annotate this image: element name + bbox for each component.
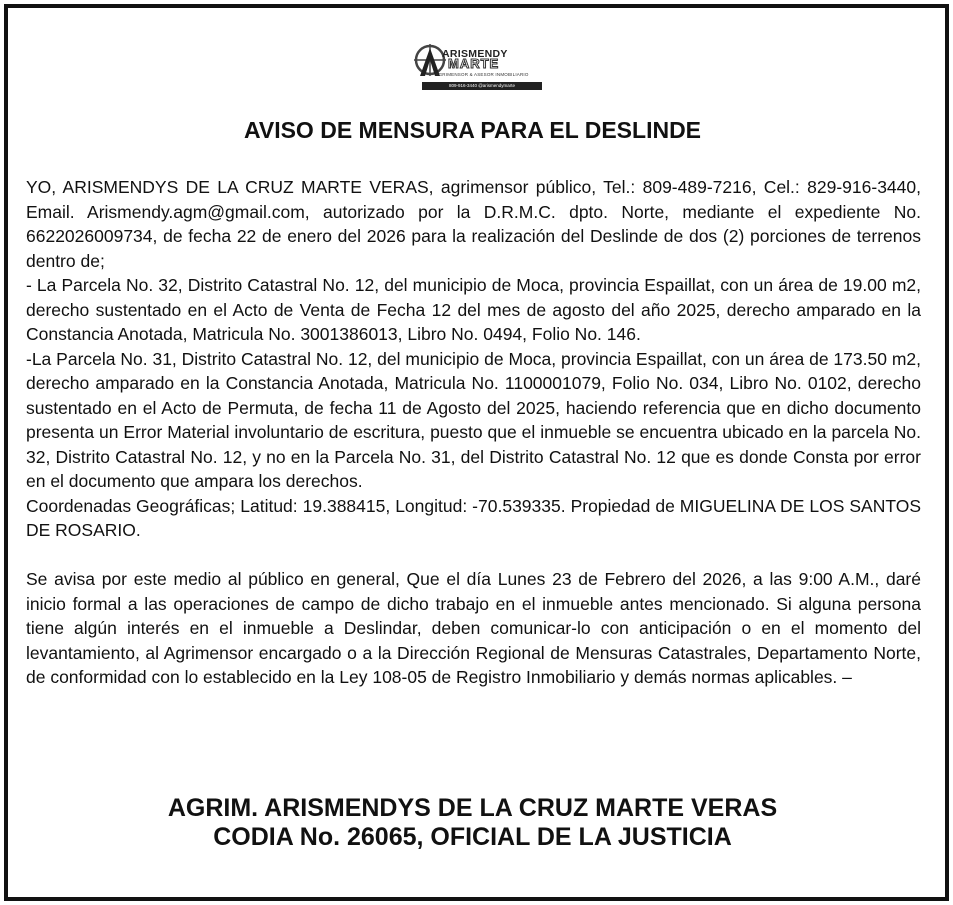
coordinates-paragraph: Coordenadas Geográficas; Latitud: 19.388415, Longitud: -70.539335. Propiedad de MIGUELINA DE LOS SANTOS DE ROSARIO. <box>26 495 921 540</box>
signature-name: AGRIM. ARISMENDYS DE LA CRUZ MARTE VERAS <box>167 794 778 822</box>
parcel-31-paragraph: -La Parcela No. 31, Distrito Catastral No. 12, del municipio de Moca, provincia Espaillat, con un área de 173.50 m2, derecho amparado en la Constancia Anotada, Matricula No. 1100001079, Folio No. 034, Libro No. 0102, derecho sustentado en el Acto de Permuta, de fecha 11 de Agosto del 2025, haciendo referencia que en dicho documento presenta un Error Material involuntario de escritura, puesto que el inmueble se encuentra ubicado en la parcela No. 32, Distrito Catastral No. 12, y no en la Parcela No. 31, del Distrito Catastral No. 12 que es donde Consta por error en el documento que ampara los derechos. <box>26 348 921 491</box>
logo-brand-top: ARISMENDY <box>442 48 508 60</box>
logo-brand-bottom: MARTE <box>448 56 500 71</box>
signature-block <box>0 794 945 852</box>
parcel-32-paragraph: - La Parcela No. 32, Distrito Catastral No. 12, del municipio de Moca, provincia Espaillat, con un área de 19.00 m2, derecho sustentado en el Acto de Venta de Fecha 12 del mes de agosto del año 2025, derecho amparado en la Constancia Anotada, Matricula No. 3001386013, Libro No. 0494, Folio No. 146. <box>26 275 921 344</box>
intro-paragraph: YO, ARISMENDYS DE LA CRUZ MARTE VERAS, agrimensor público, Tel.: 809-489-7216, Cel.: 829-916-3440, Email. Arismendy.agm@gmail.com, autorizado por la D.R.M.C. dpto. Norte, mediante el expediente No. 6622026009734, de fecha 22 de enero del 2026 para la realización del Deslinde de dos (2) porciones de terrenos dentro de; <box>26 177 921 271</box>
signature-credential: CODIA No. 26065, OFICIAL DE LA JUSTICIA <box>213 823 732 851</box>
notice-title: AVISO DE MENSURA PARA EL DESLINDE <box>243 117 702 143</box>
notice-body <box>26 175 921 690</box>
company-logo <box>412 42 544 94</box>
public-notice-paragraph: Se avisa por este medio al público en general, Que el día Lunes 23 de Febrero del 2026, a las 9:00 A.M., daré inicio formal a las operaciones de campo de dicho trabajo en el inmueble antes mencionado. Si alguna persona tiene algún interés en el inmueble a Deslindar, deben comunicar-lo con anticipación o en el momento del levantamiento, al Agrimensor encargado o a la Dirección Regional de Mensuras Catastrales, Departamento Norte, de conformidad con lo establecido en la Ley 108-05 de Registro Inmobiliario y demás normas aplicables. – <box>26 569 921 687</box>
logo-contact-bar: 809-916-3440 @arismendymarte <box>422 82 542 90</box>
logo-tagline: AGRIMENSOR & ASESOR INMOBILIARIO <box>435 72 529 77</box>
